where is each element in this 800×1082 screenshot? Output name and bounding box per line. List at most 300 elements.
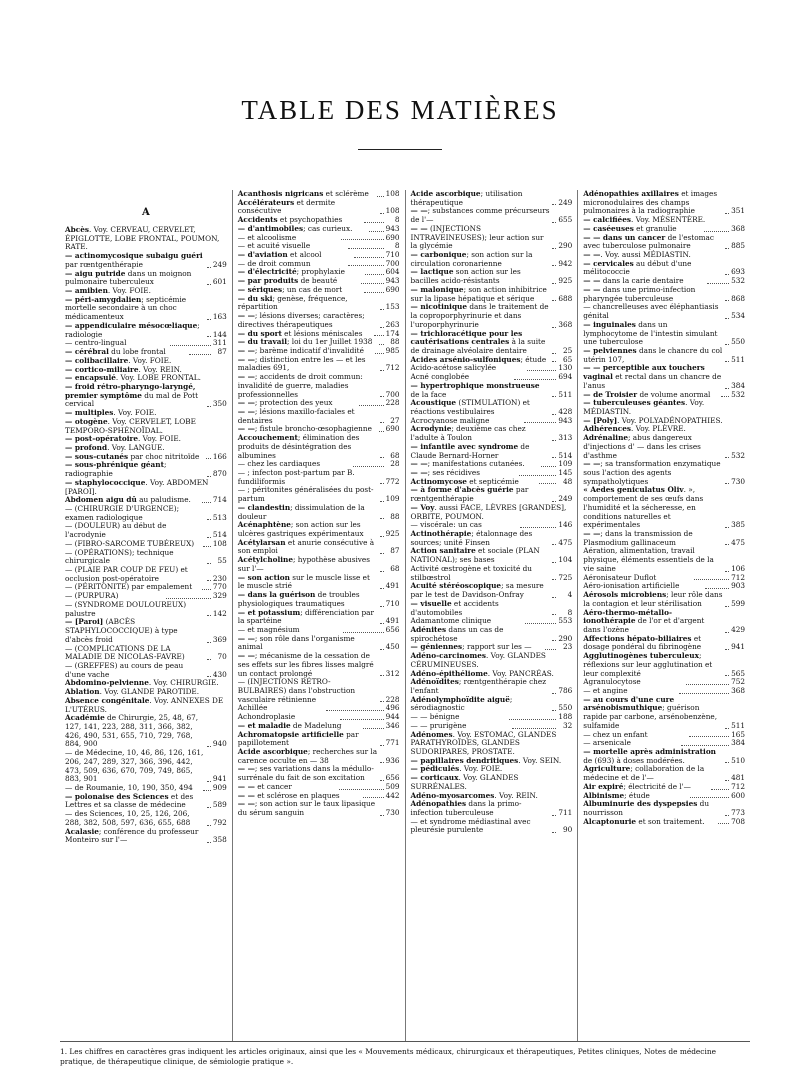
entry-page-number: 87 xyxy=(390,546,400,556)
entry-text: — —; manifestations cutanées. xyxy=(410,459,525,469)
entry-page-number: 475 xyxy=(558,537,573,547)
leader-dots xyxy=(348,265,383,266)
entry-text: Agglutinogènes tuberculeux; réflexions sur leur agglutination et leur complexité xyxy=(583,651,713,678)
index-entry xyxy=(411,303,573,329)
index-entry xyxy=(65,479,227,496)
leader-dots xyxy=(379,344,384,345)
index-entry xyxy=(411,225,573,251)
entry-page-number: 188 xyxy=(558,712,573,722)
index-entry xyxy=(411,600,573,617)
leader-dots xyxy=(552,248,556,249)
index-entry xyxy=(65,296,227,322)
leader-dots xyxy=(380,623,384,624)
index-entry xyxy=(238,652,400,678)
leader-dots xyxy=(721,396,729,397)
entry-text: — cortico-miliaire. Voy. REIN. xyxy=(65,364,182,374)
entry-text: — appendiculaire mésocœliaque; radiologie xyxy=(65,320,200,339)
index-entry xyxy=(583,399,745,416)
leader-dots xyxy=(207,580,211,581)
index-entry xyxy=(411,190,573,207)
footnote: 1. Les chiffres en caractères gras indiquent les articles originaux, ainsi que les « Mouvements médicaux, chirurgicaux et thérapeutiques, Petites cliniques, Notes de médecine pratique, de thérapeutique clinique, de sémiologie pratique ». xyxy=(60,1047,716,1066)
entry-page-number: 700 xyxy=(385,389,400,399)
entry-text: — (INJECTIONS RÉTRO-BULBAIRES) dans l'obstruction vasculaire rétinienne xyxy=(237,677,356,704)
entry-page-number: 25 xyxy=(562,345,573,355)
index-entry xyxy=(65,793,227,810)
index-entry xyxy=(238,556,400,573)
entry-text: Abcès. Voy. CERVEAU, CERVELET, ÉPIGLOTTE, LOBE FRONTAL, POUMON, RATE. xyxy=(65,225,220,252)
entry-text: — —; accidents de droit commun: invalidité de guerre, maladies professionnelles xyxy=(237,372,363,399)
entry-page-number: 358 xyxy=(212,835,227,845)
index-entry xyxy=(583,635,745,652)
leader-dots xyxy=(725,606,729,607)
leader-dots xyxy=(348,248,384,249)
entry-page-number: 700 xyxy=(385,258,400,268)
entry-page-number: 725 xyxy=(558,572,573,582)
entry-page-number: 514 xyxy=(212,530,227,540)
leader-dots xyxy=(207,659,211,660)
entry-text: — —; fistule broncho-œsophagienne xyxy=(237,424,372,434)
entry-page-number: 230 xyxy=(212,573,227,583)
leader-dots xyxy=(380,675,384,676)
leader-dots xyxy=(207,563,211,564)
entry-text: — polonaise des Sciences et des Lettres et sa classe de médecine xyxy=(65,791,194,810)
entry-page-number: 329 xyxy=(212,591,227,601)
index-column xyxy=(577,190,750,1042)
entry-page-number: 311 xyxy=(212,338,227,348)
entry-page-number: 925 xyxy=(558,276,573,286)
entry-page-number: 509 xyxy=(385,781,400,791)
leader-dots xyxy=(340,719,383,720)
index-entry xyxy=(583,591,745,608)
entry-text: — post-opératoire. Voy. FOIE. xyxy=(65,434,181,444)
entry-text: — (PLAIE PAR COUP DE FEU) et occlusion post-opératoire xyxy=(65,565,188,583)
section-heading: A xyxy=(141,207,150,218)
leader-dots xyxy=(512,728,556,729)
leader-dots xyxy=(207,615,211,616)
entry-page-number: 491 xyxy=(385,616,400,626)
entry-text: — de Médecine, 10, 46, 86, 126, 161, 206, 247, 289, 327, 366, 396, 442, 473, 509, 636, 670, 709, 749, 865, 883, 901 xyxy=(65,748,204,784)
entry-text: — —; barème indicatif d'invalidité xyxy=(237,345,364,355)
entry-text: — —; mécanisme de la cessation de ses effets sur les fibres lisses malgré un contact prolongé xyxy=(237,651,374,678)
leader-dots xyxy=(552,562,556,563)
index-entry xyxy=(65,810,227,827)
leader-dots xyxy=(353,466,384,467)
leader-dots xyxy=(552,640,556,641)
leader-dots xyxy=(380,483,384,484)
leader-dots xyxy=(207,519,211,520)
entry-text: — dans la guérison de troubles physiologiques traumatiques xyxy=(237,590,360,608)
leader-dots xyxy=(380,536,384,537)
entry-page-number: 368 xyxy=(558,319,573,329)
index-entry xyxy=(65,662,227,679)
leader-dots xyxy=(380,370,384,371)
entry-text: Absence congénitale. Voy. ANNEXES DE L'UTÉRUS. xyxy=(65,695,224,714)
leader-dots xyxy=(725,361,729,362)
leader-dots xyxy=(519,475,556,476)
leader-dots xyxy=(207,781,211,782)
entry-text: Aéro-thermo-métallo-ionothérapie de l'or et d'argent dans l'ozène xyxy=(583,607,705,634)
leader-dots xyxy=(520,527,556,528)
entry-page-number: 688 xyxy=(558,293,573,303)
entry-text: — d'antimobiles; cas curieux. xyxy=(237,223,353,233)
entry-page-number: 174 xyxy=(385,328,400,338)
entry-page-number: 770 xyxy=(212,582,227,592)
index-entry xyxy=(411,696,573,713)
index-entry xyxy=(65,697,227,714)
entry-text: Adéno-carcinomes. Voy. GLANDES CÉRUMINEUSES. xyxy=(410,651,546,669)
entry-text: Aéronisateur Duflot xyxy=(583,572,657,582)
leader-dots xyxy=(552,544,556,545)
entry-page-number: 145 xyxy=(558,468,573,477)
entry-page-number: 941 xyxy=(731,642,745,652)
entry-page-number: 903 xyxy=(731,581,746,591)
entry-text: Acalasie; conférence du professeur Monteiro sur l'— xyxy=(65,826,199,845)
index-entry xyxy=(583,486,745,530)
entry-page-number: 346 xyxy=(385,720,400,730)
entry-page-number: 942 xyxy=(558,258,573,268)
entry-text: Adrénaline; abus dangereux d'injections d' — dans les crises d'asthme xyxy=(583,433,701,460)
index-entry xyxy=(65,252,227,269)
leader-dots xyxy=(681,745,729,746)
entry-text: — —; ses récidives xyxy=(410,468,480,477)
index-entry xyxy=(65,566,227,583)
index-entry xyxy=(238,539,400,556)
leader-dots xyxy=(725,248,729,249)
entry-page-number: 153 xyxy=(385,302,400,312)
entry-text: — chancrelleuses avec éléphantiasis génital xyxy=(583,302,719,321)
leader-dots xyxy=(527,370,556,371)
index-entry xyxy=(411,382,573,399)
index-entry xyxy=(65,749,227,784)
index-entry xyxy=(583,303,745,320)
index-entry xyxy=(583,696,745,731)
entry-text: — aigu putride dans un moignon pulmonaire tuberculeux xyxy=(65,268,192,287)
entry-page-number: 656 xyxy=(385,773,400,783)
leader-dots xyxy=(704,231,729,232)
entry-page-number: 290 xyxy=(558,241,573,251)
entry-page-number: 385 xyxy=(731,520,745,530)
entry-page-number: 710 xyxy=(385,250,400,260)
leader-dots xyxy=(707,283,729,284)
entry-text: Achillée xyxy=(237,703,268,713)
entry-text: — otogène. Voy. CERVELET, LOBE TEMPORO-SPHÉNOÏDAL. xyxy=(65,416,196,435)
entry-text: — (GREFFES) au cours de peau d'une vache xyxy=(65,660,184,679)
entry-page-number: 146 xyxy=(558,520,573,530)
entry-text: — pelviennes dans le chancre du col utérin 107, xyxy=(583,345,723,364)
leader-dots xyxy=(207,336,211,337)
index-entry xyxy=(411,251,573,268)
leader-dots xyxy=(552,353,556,354)
index-entry xyxy=(65,828,227,845)
entry-page-number: 786 xyxy=(558,685,573,695)
index-entry xyxy=(411,504,573,521)
entry-page-number: 599 xyxy=(731,598,745,608)
leader-dots xyxy=(725,388,729,389)
leader-dots xyxy=(686,684,729,685)
index-entry xyxy=(238,469,400,486)
leader-dots xyxy=(552,396,556,397)
leader-dots xyxy=(552,327,556,328)
entry-text: — froid rétro-pharyngo-laryngé, premier symptôme du mal de Pott cervical xyxy=(65,381,199,409)
leader-dots xyxy=(711,789,729,790)
entry-text: Adhérences. Voy. PLÈVRE. xyxy=(583,424,686,434)
entry-text: — centro-lingual xyxy=(65,338,127,348)
leader-dots xyxy=(552,579,556,580)
entry-page-number: 88 xyxy=(390,337,400,347)
entry-page-number: 369 xyxy=(212,634,227,644)
entry-text: Adamantome clinique xyxy=(410,616,492,626)
entry-page-number: 430 xyxy=(212,669,227,679)
entry-text: Adénomes. Voy. ESTOMAC, GLANDES PARATHYROÏDES, GLANDES SUDORIPARES, PROSTATE. xyxy=(410,729,557,756)
leader-dots xyxy=(524,422,556,423)
entry-text: — —; substances comme précurseurs de l'— xyxy=(410,206,550,225)
entry-page-number: 87 xyxy=(217,347,227,357)
leader-dots xyxy=(207,642,211,643)
entry-page-number: 553 xyxy=(558,616,573,626)
leader-dots xyxy=(705,588,729,589)
entry-page-number: 941 xyxy=(212,774,227,784)
entry-page-number: 108 xyxy=(385,190,400,198)
entry-text: Acides arsénio-sulfoniques; étude xyxy=(410,354,547,364)
entry-page-number: 290 xyxy=(558,633,573,643)
leader-dots xyxy=(380,213,384,214)
leader-dots xyxy=(326,710,383,711)
entry-text: — (COMPLICATIONS DE LA MALADIE DE NICOLAS-FAVRE) xyxy=(65,643,185,662)
entry-page-number: 166 xyxy=(212,451,227,461)
leader-dots xyxy=(339,789,384,790)
entry-page-number: 249 xyxy=(558,494,573,504)
entry-text: — géniennes; rapport sur les — xyxy=(410,642,532,652)
index-entry xyxy=(411,774,573,791)
leader-dots xyxy=(380,649,384,650)
entry-page-number: 943 xyxy=(385,223,400,233)
entry-page-number: 28 xyxy=(390,459,400,469)
entry-text: — pédiculés. Voy. FOIE. xyxy=(410,764,503,774)
index-entry xyxy=(583,364,745,390)
entry-text: Agriculture; collaboration de la médecine et de l'— xyxy=(583,764,705,783)
leader-dots xyxy=(202,502,211,503)
entry-page-number: 68 xyxy=(390,450,400,460)
entry-text: — infantile avec syndrome de Claude Bernard-Horner xyxy=(410,441,530,460)
index-entry xyxy=(238,521,400,538)
entry-page-number: 368 xyxy=(731,685,746,695)
index-entry xyxy=(238,748,400,765)
leader-dots xyxy=(509,719,556,720)
entry-text: — mortelle après administration de (693) à doses modérées. xyxy=(583,747,716,765)
entry-page-number: 228 xyxy=(385,398,400,408)
leader-dots xyxy=(552,710,556,711)
index-entry xyxy=(238,434,400,460)
entry-page-number: 730 xyxy=(731,476,745,486)
entry-text: — de Roumanie, 10, 190, 350, 494 xyxy=(65,783,193,792)
leader-dots xyxy=(725,728,729,729)
leader-dots xyxy=(525,623,557,624)
entry-text: — et syndrome médiastinal avec pleurésie purulente xyxy=(410,816,531,835)
leader-dots xyxy=(380,762,384,763)
entry-text: Agranulocytose xyxy=(583,677,641,687)
index-entry xyxy=(411,425,573,442)
entry-page-number: 565 xyxy=(731,668,745,678)
leader-dots xyxy=(725,780,729,781)
index-entry xyxy=(411,678,573,695)
entry-text: Achondroplasie xyxy=(237,712,296,722)
leader-dots xyxy=(725,213,729,214)
entry-text: — —; sa transformation enzymatique sous l'action des agents sympatholytiques xyxy=(583,459,721,486)
entry-text: — sous-cutanés par choc nitritoïde xyxy=(65,451,200,461)
entry-text: Albuminurie des dyspepsies du nourrisson xyxy=(583,799,710,818)
entry-text: — (PÉRITONITE) par empalement xyxy=(65,582,193,592)
leader-dots xyxy=(725,649,729,650)
entry-text: Accélérateurs et dermite consécutive xyxy=(237,197,336,216)
index-entry xyxy=(583,748,745,765)
leader-dots xyxy=(206,458,211,459)
leader-dots xyxy=(539,483,557,484)
entry-text: — —; ses variations dans la médullo-surrénale du fait de son excitation xyxy=(237,764,374,783)
leader-dots xyxy=(207,676,211,677)
leader-dots xyxy=(207,476,211,477)
leader-dots xyxy=(380,588,384,589)
leader-dots xyxy=(207,406,211,407)
leader-dots xyxy=(380,701,384,702)
entry-text: — et magnésium xyxy=(237,624,300,634)
entry-text: — caséeuses et granulie xyxy=(583,223,677,233)
index-entry xyxy=(238,504,400,521)
entry-text: — carbonique; son action sur la circulation coronarienne xyxy=(410,250,533,268)
entry-page-number: 313 xyxy=(558,433,573,443)
entry-text: — inguinales dans un lymphocytome de l'intestin simulant une tuberculose xyxy=(583,319,718,347)
index-entry xyxy=(411,582,573,599)
leader-dots xyxy=(552,361,556,362)
entry-text: — (SYNDROME DOULOUREUX) palustre xyxy=(65,599,187,618)
leader-dots xyxy=(552,265,556,266)
index-entry xyxy=(411,286,573,303)
leader-dots xyxy=(552,597,556,598)
entry-text: Acné conglobée xyxy=(410,372,470,382)
leader-dots xyxy=(369,231,384,232)
index-entry xyxy=(238,295,400,312)
leader-dots xyxy=(690,797,729,798)
entry-page-number: 368 xyxy=(731,223,745,233)
leader-dots xyxy=(365,274,383,275)
entry-page-number: 144 xyxy=(212,329,227,339)
entry-text: Activité œstrogène et toxicité du stilbœstrol xyxy=(410,563,532,582)
entry-text: — arsenicale xyxy=(583,738,631,748)
entry-page-number: 511 xyxy=(731,354,745,364)
entry-text: Aération, alimentation, travail physique, éléments essentiels de la vie saine xyxy=(583,546,714,573)
entry-text: — staphylococcique. Voy. ABDOMEN [PAROI]. xyxy=(65,477,209,496)
page-title: TABLE DES MATIÈRES xyxy=(241,95,559,125)
entry-page-number: 491 xyxy=(385,581,400,591)
index-entry xyxy=(583,765,745,782)
leader-dots xyxy=(552,815,556,816)
index-entry xyxy=(238,356,400,373)
entry-text: — encapsulé. Voy. LOBE FRONTAL. xyxy=(65,373,201,383)
entry-text: — papillaires dendritiques. Voy. SEIN. xyxy=(410,755,562,765)
entry-page-number: 532 xyxy=(731,276,746,286)
entry-text: Acrodynie; deuxième cas chez l'adulte à Toulon xyxy=(410,424,526,443)
index-entry xyxy=(65,618,227,644)
entry-text: Acétylcholine; hypothèse abusives sur l'— xyxy=(237,555,370,573)
entry-page-number: 690 xyxy=(385,424,400,434)
leader-dots xyxy=(380,501,384,502)
entry-text: — viscérale: un cas xyxy=(410,520,482,530)
entry-page-number: 694 xyxy=(558,372,573,382)
index-entry xyxy=(411,486,573,503)
entry-text: — sous-phrénique géant; radiographie xyxy=(65,460,167,479)
entry-text: Adénoïdites; rœntgenthérapie chez l'enfant xyxy=(410,677,547,695)
index-entry xyxy=(411,800,573,817)
leader-dots xyxy=(725,457,729,458)
entry-page-number: 708 xyxy=(731,816,746,826)
leader-dots xyxy=(552,283,556,284)
entry-page-number: 513 xyxy=(212,512,227,522)
index-entry xyxy=(411,530,573,547)
entry-text: — par produits de beauté xyxy=(237,276,338,286)
entry-page-number: 690 xyxy=(385,284,400,294)
leader-dots xyxy=(541,466,556,467)
entry-text: — cérébral du lobe frontal xyxy=(65,347,166,357)
leader-dots xyxy=(207,284,211,285)
entry-page-number: 511 xyxy=(731,720,745,730)
leader-dots xyxy=(718,823,729,824)
index-entry xyxy=(411,330,573,356)
entry-text: Acrocyanose maligne xyxy=(410,415,490,425)
entry-page-number: 90 xyxy=(562,825,573,835)
entry-page-number: 48 xyxy=(562,476,573,486)
index-entry xyxy=(583,286,745,303)
entry-text: — cervicales au début d'une mélitococcie xyxy=(583,258,692,277)
entry-page-number: 712 xyxy=(731,572,746,582)
entry-text: — et angine xyxy=(583,685,628,695)
entry-text: — — dans une primo-infection pharyngée tuberculeuse xyxy=(583,284,696,303)
entry-page-number: 870 xyxy=(212,469,227,479)
leader-dots xyxy=(380,571,384,572)
entry-text: — — et cancer xyxy=(237,781,292,791)
entry-page-number: 936 xyxy=(385,755,400,765)
entry-text: — et potassium; différenciation par la spartéine xyxy=(237,607,374,626)
leader-dots xyxy=(374,335,384,336)
entry-text: — [Poly]. Voy. POLYADÉNOPATHIES. xyxy=(583,415,723,425)
entry-text: — sériques; un cas de mort xyxy=(237,284,343,294)
entry-text: — corticaux. Voy. GLANDES SURRÉNALES. xyxy=(410,773,519,791)
entry-text: Abdomen aigu dû au paludisme. xyxy=(65,495,191,505)
entry-page-number: 4 xyxy=(567,590,573,600)
index-entry xyxy=(583,609,745,635)
leader-dots xyxy=(202,589,210,590)
leader-dots xyxy=(380,396,384,397)
leader-dots xyxy=(380,780,384,781)
entry-page-number: 475 xyxy=(731,537,745,547)
leader-dots xyxy=(343,632,384,633)
leader-dots xyxy=(380,327,384,328)
entry-text: Adénites dans un cas de spirochétose xyxy=(410,624,504,643)
entry-page-number: 442 xyxy=(385,790,400,800)
entry-page-number: 88 xyxy=(390,511,400,521)
entry-page-number: 885 xyxy=(731,241,745,251)
entry-text: — amibien. Voy. FOIE. xyxy=(65,286,151,296)
leader-dots xyxy=(364,222,384,223)
entry-text: — de Troisier de volume anormal xyxy=(583,389,711,399)
entry-text: Acanthosis nigricans et sclérème xyxy=(237,190,369,198)
entry-text: — — dans la carie dentaire xyxy=(583,276,684,286)
entry-text: — d'électricité; prophylaxie xyxy=(237,267,345,277)
entry-text: — — prurigène xyxy=(410,720,467,730)
entry-page-number: 142 xyxy=(212,608,227,618)
entry-page-number: 165 xyxy=(731,729,745,739)
entry-text: Acétylarsan et anurie consécutive à son emploi xyxy=(237,537,375,556)
entry-text: Acido-acétose salicylée xyxy=(410,363,497,373)
entry-page-number: 985 xyxy=(385,345,400,355)
